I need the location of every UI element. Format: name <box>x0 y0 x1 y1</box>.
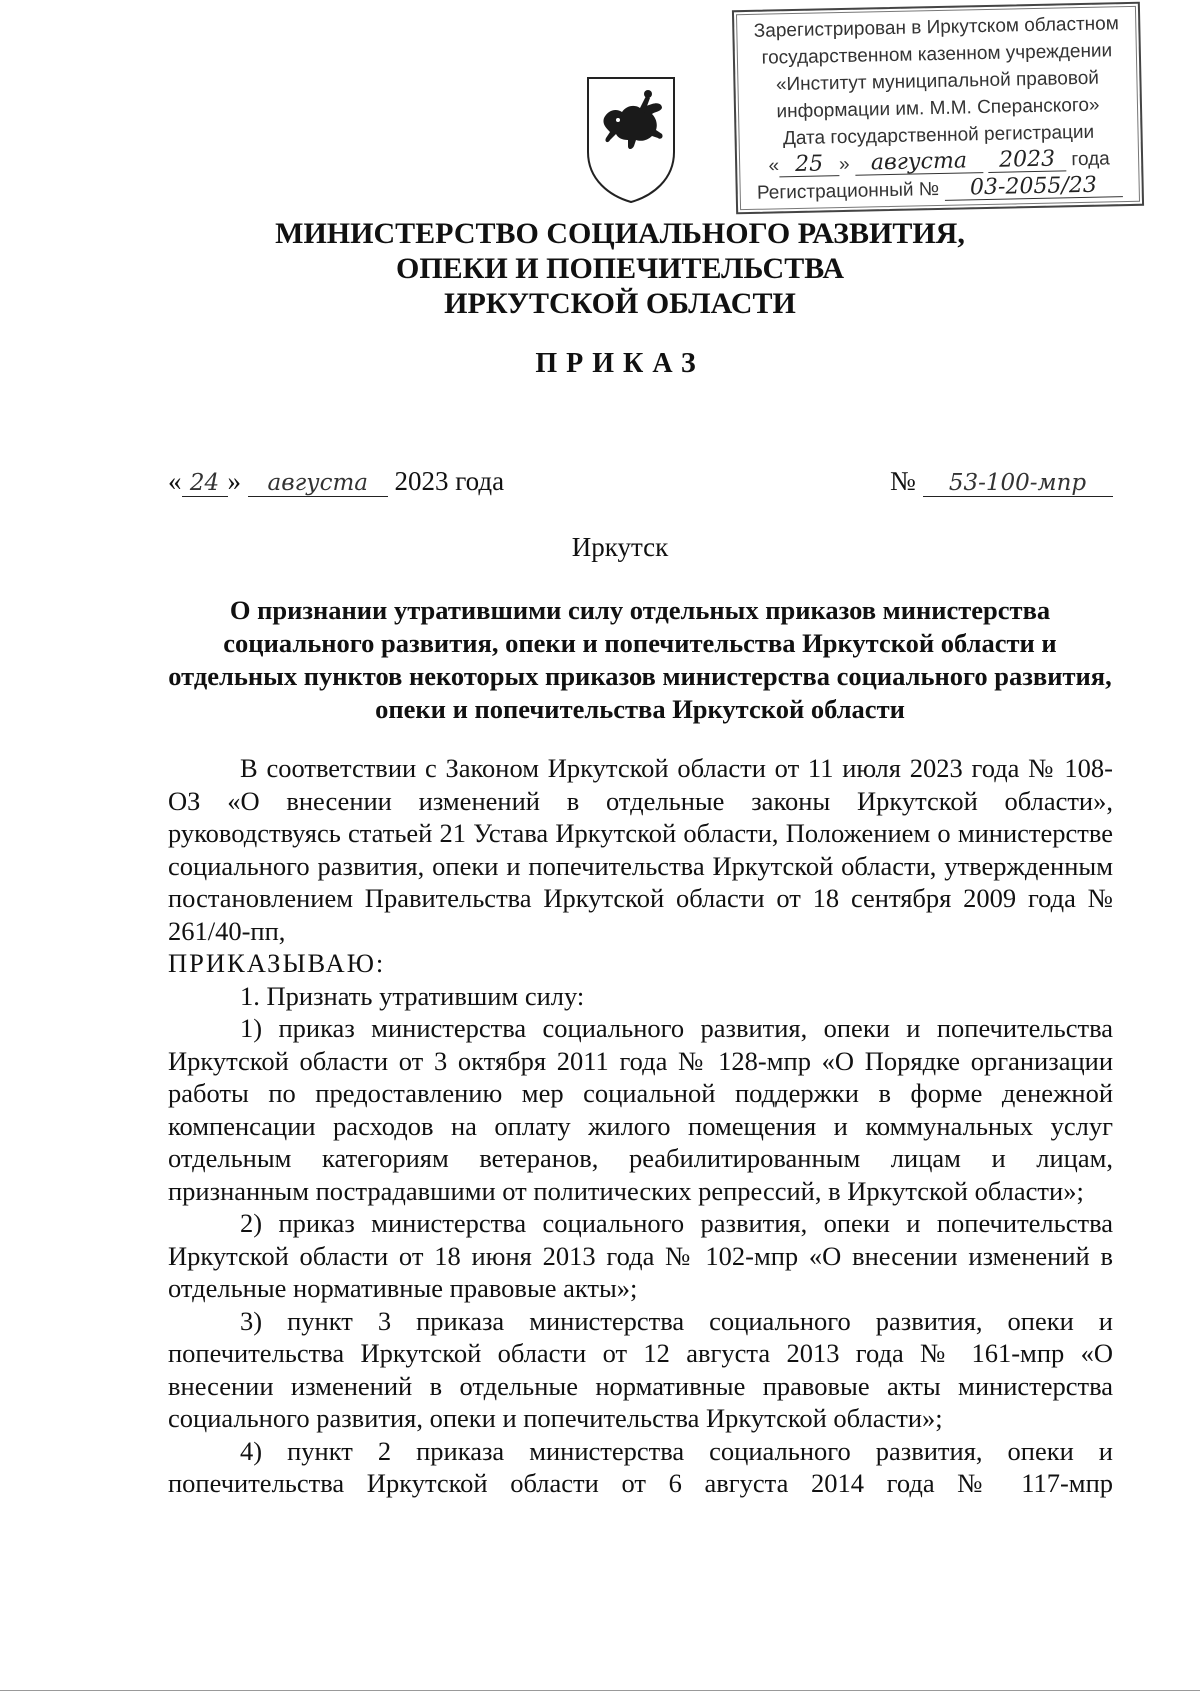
stamp-line-5: Дата государственной регистрации <box>782 121 1095 150</box>
ministry-line-3: ИРКУТСКОЙ ОБЛАСТИ <box>444 287 796 320</box>
order-number <box>890 466 1113 497</box>
order-body <box>168 752 1113 1500</box>
order-title: ПРИКАЗ <box>535 348 705 379</box>
order-date <box>168 466 504 497</box>
subitem-3: 3) пункт 3 приказа министерства социального развития, опеки и попечительства Иркутской области от 12 августа 2013 года № 161-мпр «О внесении изменений в отдельные нормативные правовые акты министерства социального развития, опеки и попечительства Иркутской области»; <box>168 1305 1113 1433</box>
order-word: ПРИКАЗЫВАЮ: <box>168 948 386 978</box>
coat-of-arms-icon <box>582 74 680 206</box>
stamp-line-2: государственном казенном учреждении <box>761 40 1113 69</box>
city: Иркутск <box>571 532 669 562</box>
page-bottom-rule <box>0 1690 1200 1691</box>
number-label: № <box>890 466 916 496</box>
ministry-name <box>0 216 1200 321</box>
date-month: августа <box>248 470 388 497</box>
stamp-reg-label: Регистрационный № <box>756 178 940 204</box>
stamp-reg-number: 03-2055/23 <box>944 174 1122 201</box>
item-1: 1. Признать утратившим силу: <box>240 980 585 1011</box>
date-quote-open: « <box>168 466 182 496</box>
stamp-quote-close: » <box>838 153 850 176</box>
subitem-2: 2) приказ министерства социального развития, опеки и попечительства Иркутской области от 18 июня 2013 года № 102-мпр «О внесении изменений в отдельные нормативные правовые акты»; <box>168 1208 1113 1303</box>
stamp-year: 2023 <box>988 148 1066 173</box>
stamp-month: августа <box>855 150 983 176</box>
stamp-day: 25 <box>779 153 839 177</box>
ministry-line-2: ОПЕКИ И ПОПЕЧИТЕЛЬСТВА <box>396 252 844 285</box>
number-value: 53-100-мпр <box>923 470 1113 497</box>
stamp-line-4: информации им. М.М. Сперанского» <box>776 94 1100 123</box>
date-day: 24 <box>182 470 228 497</box>
subitem-4: 4) пункт 2 приказа министерства социального развития, опеки и попечительства Иркутской области от 6 августа 2014 года № 117-мпр <box>168 1435 1113 1498</box>
date-quote-close: » <box>227 466 241 496</box>
stamp-year-suffix: года <box>1071 148 1110 171</box>
date-year: 2023 года <box>394 466 505 496</box>
stamp-line-1: Зарегистрирован в Иркутском областном <box>753 13 1120 42</box>
registration-stamp <box>732 2 1144 214</box>
subitem-1: 1) приказ министерства социального развития, опеки и попечительства Иркутской области от 3 октября 2011 года № 128-мпр «О Порядке организации работы по предоставлению мер социальной поддержки в форме денежной компенсации расходов на оплату жилого помещения и коммунальных услуг отдельным категориям ветеранов, реабилитированным лицам и лицам, признанным пострадавшими от политических репрессий, в Иркутской области»; <box>168 1013 1113 1206</box>
ministry-line-1: МИНИСТЕРСТВО СОЦИАЛЬНОГО РАЗВИТИЯ, <box>275 217 965 250</box>
order-subject: О признании утратившими силу отдельных приказов министерства социального развития, опеки и попечительства Иркутской области и отдельных пунктов некоторых приказов министерства социального развития, опеки и попечительства Иркутской области <box>168 595 1112 724</box>
stamp-line-3: «Институт муниципальной правовой <box>775 67 1100 96</box>
stamp-quote-open: « <box>768 155 780 177</box>
preamble-paragraph: В соответствии с Законом Иркутской области от 11 июля 2023 года № 108-ОЗ «О внесении изменений в отдельные законы Иркутской области», руководствуясь статьей 21 Устава Иркутской области, Положением о министерстве социального развития, опеки и попечительства Иркутской области, утвержденным постановлением Правительства Иркутской области от 18 сентября 2009 года № 261/40-пп, <box>168 753 1113 946</box>
